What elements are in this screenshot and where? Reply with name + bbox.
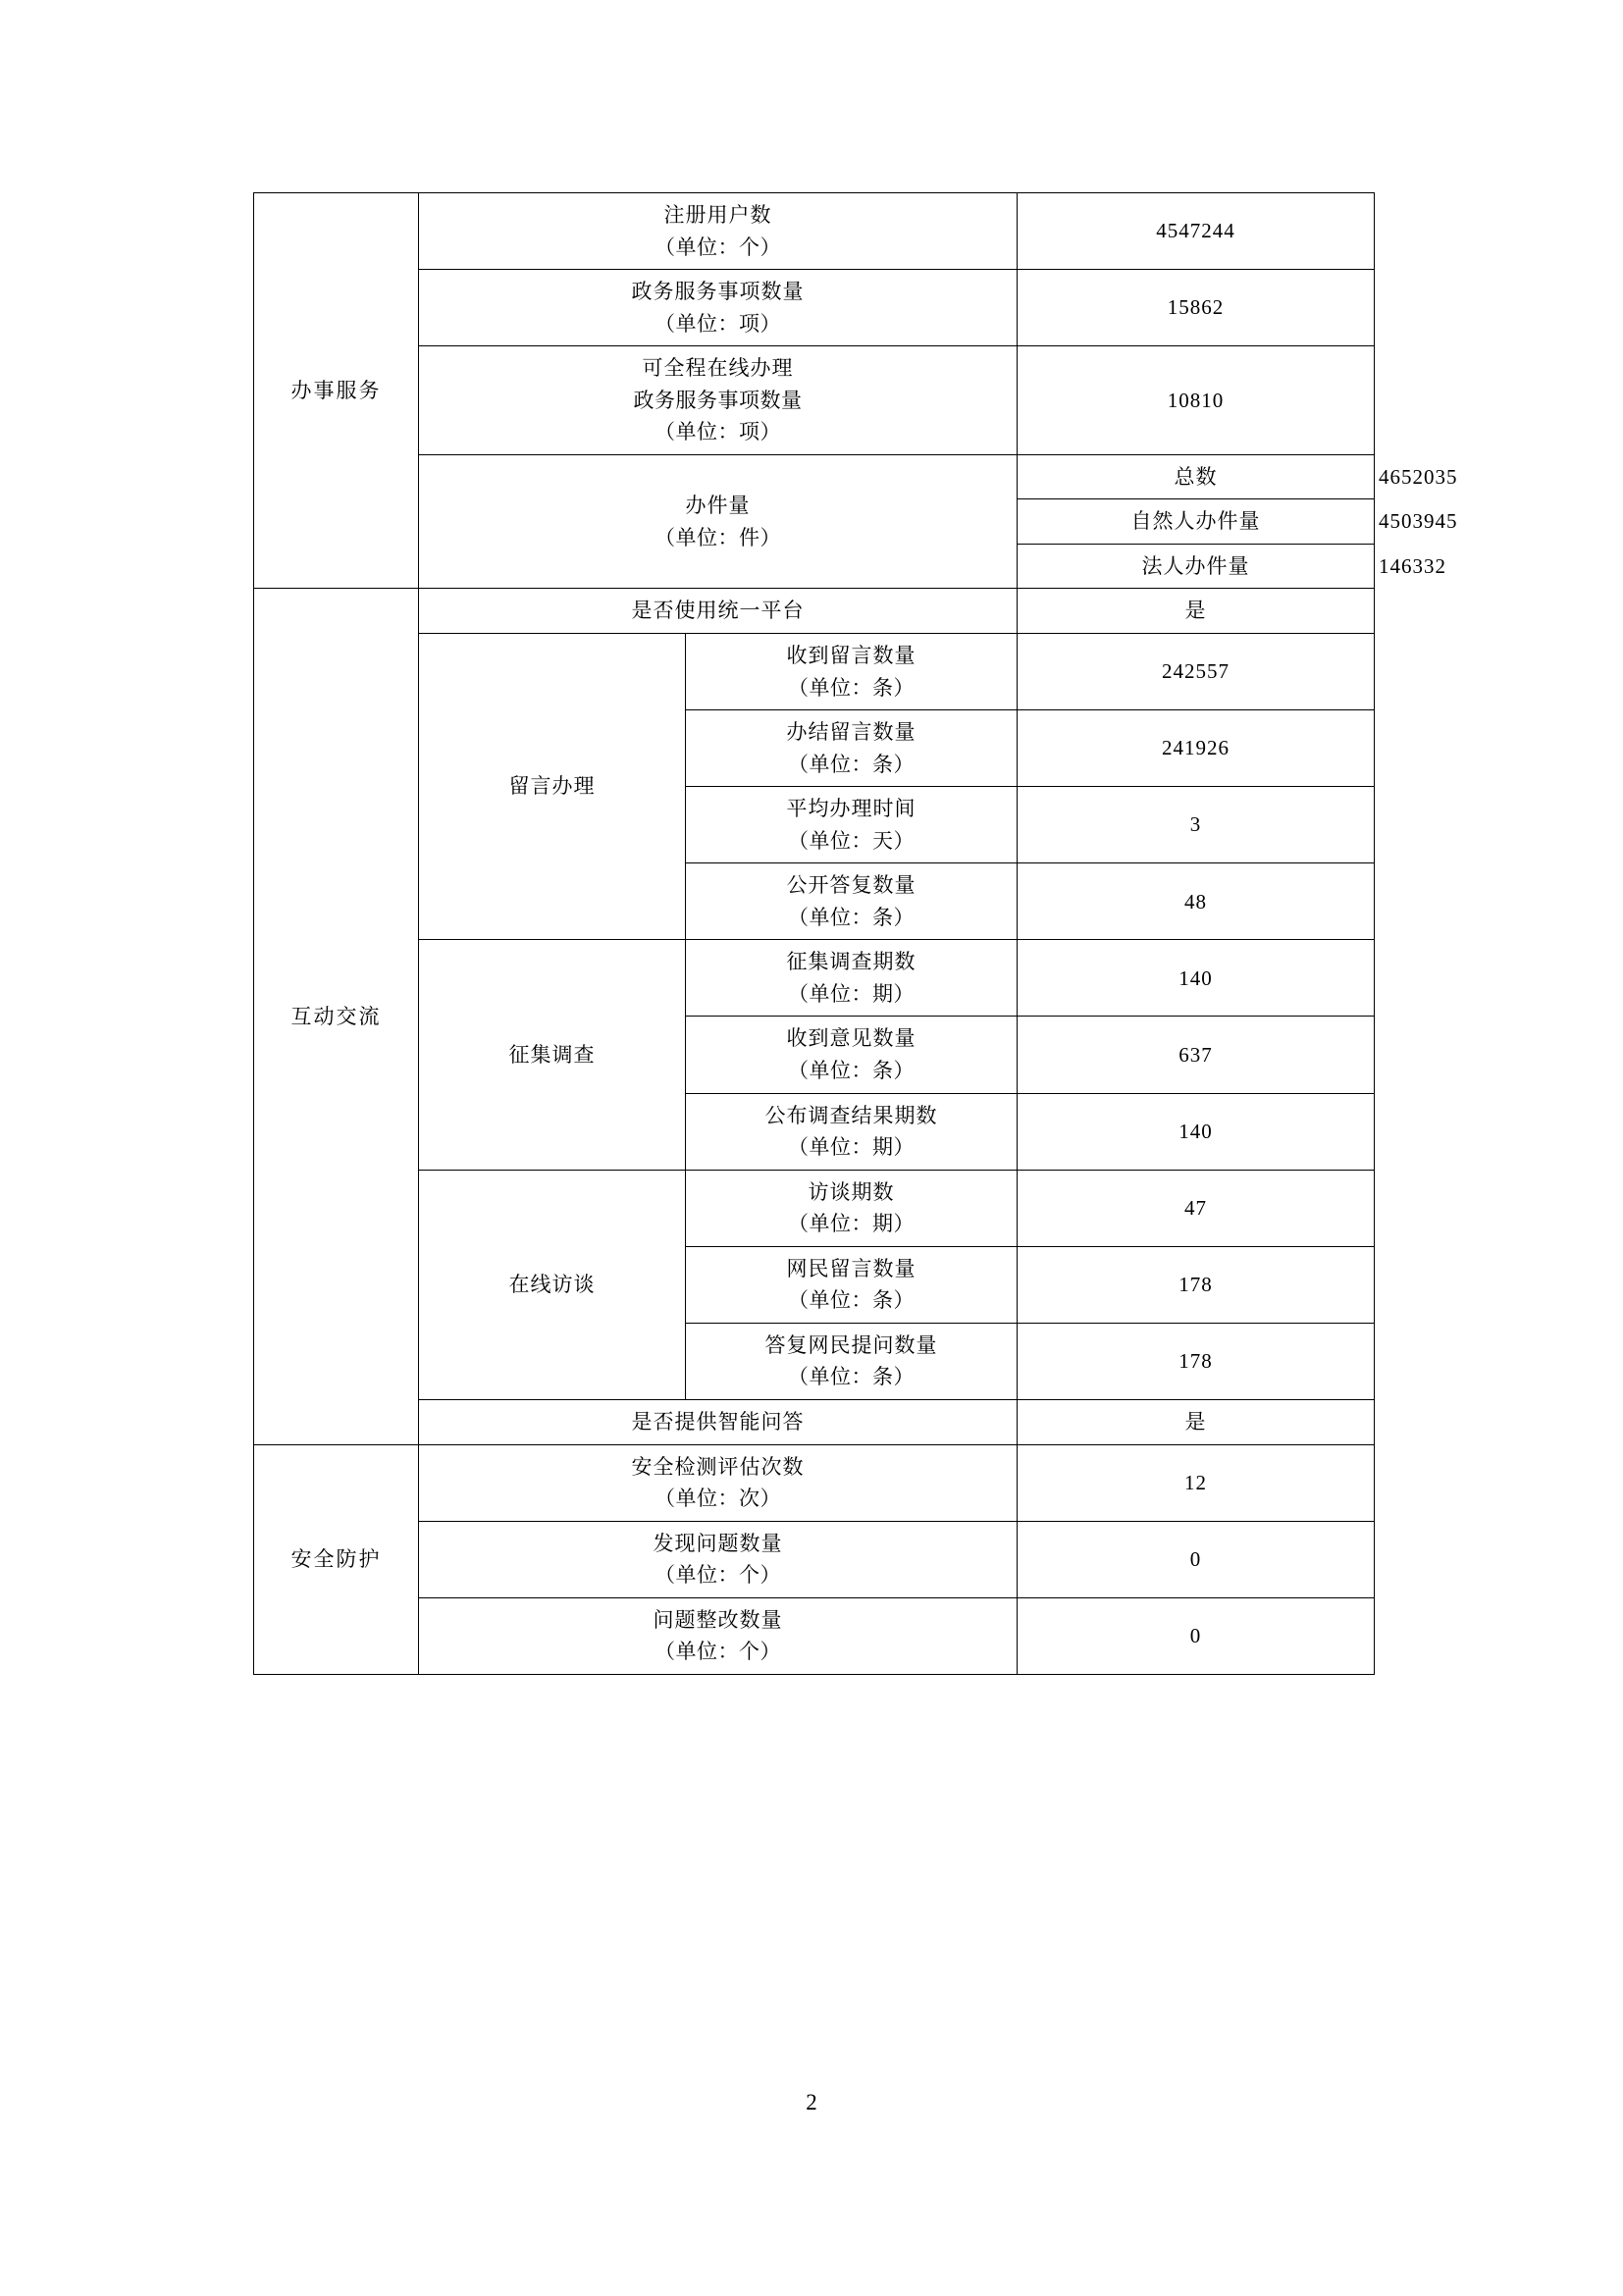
row-label: 留言办理 bbox=[419, 634, 686, 940]
subrow-unit-text: （单位：期） bbox=[788, 1212, 915, 1236]
subrow-label bbox=[686, 1017, 1018, 1093]
row-label bbox=[419, 1521, 1018, 1597]
row-value: 15862 bbox=[1018, 270, 1375, 346]
subrow-unit-text: （单位：期） bbox=[788, 1135, 915, 1160]
row-unit-text: （单位：项） bbox=[654, 311, 781, 336]
table-row bbox=[254, 193, 1375, 270]
row-unit-text: （单位：个） bbox=[654, 1640, 781, 1664]
table-row bbox=[254, 940, 1375, 1017]
row-label bbox=[419, 1444, 1018, 1521]
row-unit-text: （单位：个） bbox=[654, 1563, 781, 1588]
row-label: 征集调查 bbox=[419, 940, 686, 1170]
category-label-interaction: 互动交流 bbox=[254, 589, 419, 1444]
table-row bbox=[254, 1597, 1375, 1674]
subrow-label bbox=[686, 787, 1018, 863]
row-label-text: 政务服务事项数量 bbox=[631, 280, 805, 304]
row-label bbox=[419, 1597, 1018, 1674]
subrow-label-text: 征集调查期数 bbox=[786, 950, 916, 974]
subrow-unit-text: （单位：条） bbox=[788, 1059, 915, 1083]
subrow-label-text: 平均办理时间 bbox=[786, 797, 916, 821]
subrow-value: 637 bbox=[1018, 1017, 1375, 1093]
subrow-value: 3 bbox=[1018, 787, 1375, 863]
subrow-label-text: 办结留言数量 bbox=[786, 720, 916, 745]
row-unit-text: （单位：次） bbox=[654, 1487, 781, 1511]
subrow-label bbox=[686, 710, 1018, 787]
subrow-label bbox=[686, 1093, 1018, 1170]
row-label-text: 可全程在线办理 bbox=[642, 356, 794, 381]
subrow-label-text: 公开答复数量 bbox=[786, 873, 916, 898]
row-unit-text: （单位：项） bbox=[654, 420, 781, 444]
row-value: 0 bbox=[1018, 1597, 1375, 1674]
subrow-unit-text: （单位：条） bbox=[788, 675, 915, 700]
table-row: 自然人办件量 4503945 bbox=[254, 499, 1375, 545]
row-unit-text: （单位：件） bbox=[654, 525, 781, 549]
subrow-unit-text: （单位：条） bbox=[788, 1288, 915, 1313]
row-value: 是 bbox=[1018, 589, 1375, 634]
subrow-label-text: 访谈期数 bbox=[808, 1179, 895, 1204]
statistics-table bbox=[253, 192, 1458, 1675]
subrow-label bbox=[686, 1323, 1018, 1399]
subrow-label: 法人办件量 bbox=[1018, 544, 1375, 589]
row-value: 12 bbox=[1018, 1444, 1375, 1521]
subrow-label bbox=[686, 1246, 1018, 1323]
row-label-text: 问题整改数量 bbox=[653, 1607, 783, 1632]
subrow-unit-text: （单位：条） bbox=[788, 752, 915, 776]
table-row bbox=[254, 346, 1375, 455]
row-value: 10810 bbox=[1018, 346, 1375, 455]
subrow-label: 总数 bbox=[1018, 454, 1375, 499]
table-row bbox=[254, 1444, 1375, 1521]
statistics-table-container bbox=[253, 192, 1458, 1675]
table-row: 法人办件量 146332 bbox=[254, 544, 1375, 589]
subrow-value: 140 bbox=[1018, 1093, 1375, 1170]
subrow-label bbox=[686, 940, 1018, 1017]
row-label-text: 办件量 bbox=[685, 494, 751, 518]
table-row bbox=[254, 1521, 1375, 1597]
row-unit-text: （单位：个） bbox=[654, 235, 781, 259]
subrow-unit-text: （单位：条） bbox=[788, 905, 915, 929]
row-label-text: 安全检测评估次数 bbox=[631, 1454, 805, 1479]
row-label bbox=[419, 193, 1018, 270]
subrow-value: 48 bbox=[1018, 863, 1375, 940]
table-row: 办件量 （单位：件） 总数 4652035 bbox=[254, 454, 1375, 499]
subrow-unit-text: （单位：条） bbox=[788, 1365, 915, 1389]
row-label bbox=[419, 454, 1018, 589]
subrow-value: 140 bbox=[1018, 940, 1375, 1017]
table-row bbox=[254, 634, 1375, 710]
row-value: 4547244 bbox=[1018, 193, 1375, 270]
table-row bbox=[254, 1399, 1375, 1444]
page-number: 2 bbox=[806, 2090, 817, 2114]
row-label: 是否提供智能问答 bbox=[419, 1399, 1018, 1444]
table-row bbox=[254, 589, 1375, 634]
subrow-value: 178 bbox=[1018, 1246, 1375, 1323]
subrow-label bbox=[686, 1170, 1018, 1246]
subrow-label-text: 公布调查结果期数 bbox=[764, 1103, 938, 1127]
row-label-text: 注册用户数 bbox=[663, 203, 772, 227]
table-row bbox=[254, 1170, 1375, 1246]
row-label: 是否使用统一平台 bbox=[419, 589, 1018, 634]
subrow-value: 47 bbox=[1018, 1170, 1375, 1246]
row-label bbox=[419, 270, 1018, 346]
subrow-unit-text: （单位：期） bbox=[788, 981, 915, 1006]
subrow-value: 242557 bbox=[1018, 634, 1375, 710]
subrow-label: 自然人办件量 bbox=[1018, 499, 1375, 545]
row-label-text-2: 政务服务事项数量 bbox=[633, 388, 803, 412]
subrow-value: 178 bbox=[1018, 1323, 1375, 1399]
subrow-label-text: 收到留言数量 bbox=[786, 644, 916, 668]
subrow-label bbox=[686, 863, 1018, 940]
row-value: 是 bbox=[1018, 1399, 1375, 1444]
subrow-label-text: 网民留言数量 bbox=[786, 1256, 916, 1280]
row-label: 在线访谈 bbox=[419, 1170, 686, 1399]
category-label-service: 办事服务 bbox=[254, 193, 419, 589]
row-label-text: 发现问题数量 bbox=[653, 1531, 783, 1555]
row-value: 0 bbox=[1018, 1521, 1375, 1597]
subrow-unit-text: （单位：天） bbox=[788, 828, 915, 853]
table-row bbox=[254, 270, 1375, 346]
subrow-label-text: 收到意见数量 bbox=[786, 1026, 916, 1051]
row-label bbox=[419, 346, 1018, 455]
subrow-value: 241926 bbox=[1018, 710, 1375, 787]
category-label-security: 安全防护 bbox=[254, 1444, 419, 1674]
subrow-label-text: 答复网民提问数量 bbox=[764, 1332, 938, 1357]
subrow-label bbox=[686, 634, 1018, 710]
